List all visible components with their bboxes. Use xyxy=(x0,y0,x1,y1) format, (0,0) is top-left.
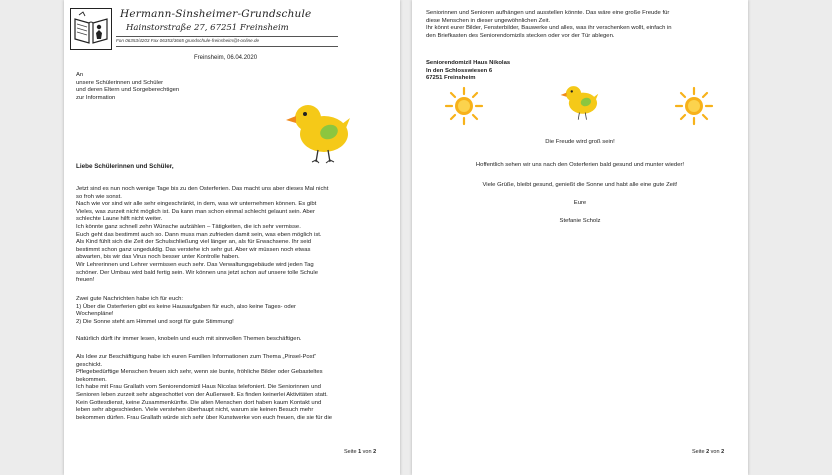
recipient-line: unsere Schülerinnen und Schüler xyxy=(76,79,164,86)
body-line: Ihr könnt eurer Bilder, Fensterbilder, Bauwerke und alles, was ihr verschenken wollt, einfach in xyxy=(426,25,672,32)
chick-icon xyxy=(558,82,602,122)
chick-icon xyxy=(284,98,354,166)
body-line: den Briefkasten des Seniorendomizils stecken oder vor der Tür ablegen. xyxy=(426,32,615,39)
body-line: Kein Gottesdienst, keine Zusammenkünfte. Die alten Menschen dort haben kaum Kontakt und xyxy=(76,399,322,406)
address-line: In den Schlosswiesen 6 xyxy=(426,67,493,74)
body-line: geschickt. xyxy=(76,361,103,368)
address-line: Seniorendomizil Haus Nikolas xyxy=(426,60,511,66)
body-line: Wir Lehrerinnen und Lehrer vermissen euch sehr. Das Verwaltungsgebäude wird jeden Tag xyxy=(76,262,314,268)
body-line: abwarten, bis wir das Virus noch besser unter Kontrolle haben. xyxy=(76,254,240,261)
closing-line: Eure xyxy=(573,200,587,206)
body-line: Zwei gute Nachrichten habe ich für euch: xyxy=(76,296,184,302)
body-line: Ich habe mit Frau Grallath vom Seniorendomizil Haus Nicolas telefoniert. Die Seniorinnen und xyxy=(76,384,321,391)
page-number: Seite 1 von 2 xyxy=(344,449,377,455)
salutation: Liebe Schülerinnen und Schüler, xyxy=(76,163,174,170)
signature: Stefanie Scholz xyxy=(559,218,601,224)
body-line: 1) Über die Osterferien gibt es keine Hausaufgaben für euch, also keine Tages- oder xyxy=(76,303,296,310)
body-line: Seniorinnen und Senioren aufhängen und ausstellen könnte. Das wäre eine große Freude für xyxy=(426,10,670,16)
closing-line: Hoffentlich sehen wir uns nach den Osterferien bald gesund und munter wieder! xyxy=(475,162,685,168)
body-line: Vieles, was zurzeit nicht möglich ist. Da kann man schon einmal schlecht gelaunt sein. Aber xyxy=(76,208,315,215)
body-line: bestimmt schon ganz ungeduldig. Das verstehe ich sehr gut. Aber wir müssen noch etwas xyxy=(76,246,311,253)
school-address: Hainstorstraße 27, 67251 Freinsheim xyxy=(126,23,289,33)
body-line: Ich könnte ganz schnell zehn Wünsche aufzählen – Tätigkeiten, die ich sehr vermisse. xyxy=(76,224,301,230)
school-contact: Fon 06353/4203 Fax 06353/3665 grundschule-freinsheim@t-online.de xyxy=(116,38,260,43)
sun-icon xyxy=(444,86,484,126)
body-line: Natürlich dürft ihr immer lesen, knobeln und euch mit sinnvollen Themen beschäftigen. xyxy=(76,336,302,342)
body-line: leben sehr abgeschieden. Viele verstehen überhaupt nicht, warum sie keinen Besuch mehr xyxy=(76,407,314,414)
caption: Die Freude wird groß sein! xyxy=(545,139,615,145)
recipient-line: An xyxy=(76,72,84,78)
body-line: Als Idee zur Beschäftigung habe ich euren Familien Informationen zum Thema „Pinsel-Post“ xyxy=(76,354,317,360)
recipient-line: und deren Eltern und Sorgeberechtigen xyxy=(76,87,180,93)
recipient-line: zur Information xyxy=(76,94,116,101)
body-line: Senioren leben zurzeit sehr abgeschottet von der Außenwelt. Es finden keinerlei Aktivitäten statt. xyxy=(76,392,328,398)
body-line: Als Kind fühlt sich die Zeit der Schulschließung viel länger an, als für Erwachsene. Ihr seid xyxy=(76,239,312,246)
sun-icon xyxy=(674,86,714,126)
header-divider xyxy=(116,46,338,47)
body-line: 2) Die Sonne steht am Himmel und sorgt für gute Stimmung! xyxy=(76,318,234,325)
school-name: Hermann-Sinsheimer-Grundschule xyxy=(120,8,312,20)
body-line: Wochenpläne! xyxy=(76,311,114,318)
body-line: schöner. Der Umbau wird bald fertig sein. Wir können uns jetzt schon auf unsere tolle Schule xyxy=(76,269,318,276)
letter-page-2 xyxy=(412,0,748,475)
place-date: Freinsheim, 06.04.2020 xyxy=(194,55,258,61)
body-line: schlechte Laune hilft nicht weiter. xyxy=(76,216,163,223)
page-number: Seite 2 von 2 xyxy=(692,449,725,455)
letter-page-1 xyxy=(64,0,400,475)
body-line: Jetzt sind es nun noch wenige Tage bis zu den Osterferien. Das macht uns aber dieses Mal nicht xyxy=(76,186,329,192)
body-line: bekommen dürfen. Frau Grallath würde sich sehr über Kunstwerke von euch freuen, die sie für die xyxy=(76,414,333,421)
body-line: so froh wie sonst. xyxy=(76,193,122,200)
body-line: bekommen. xyxy=(76,376,107,383)
header-divider xyxy=(116,36,338,37)
body-line: freuen! xyxy=(76,277,95,284)
body-line: Pflegebedürftige Menschen freuen sich sehr, wenn sie bunte, fröhliche Bilder oder Gebasteltes xyxy=(76,369,323,376)
school-logo-icon xyxy=(70,8,112,50)
body-line: Nach wie vor sind wir alle sehr eingeschränkt, in dem, was wir unternehmen können. Es gibt xyxy=(76,201,317,208)
body-line: Euch geht das bestimmt auch so. Dann muss man zufrieden damit sein, was eben möglich ist. xyxy=(76,231,322,238)
body-line: diese Menschen in dieser ungewöhnlichen Zeit. xyxy=(426,17,551,24)
address-line: 67251 Freinsheim xyxy=(426,75,476,82)
closing-line: Viele Grüße, bleibt gesund, genießt die Sonne und habt alle eine gute Zeit! xyxy=(482,182,678,188)
